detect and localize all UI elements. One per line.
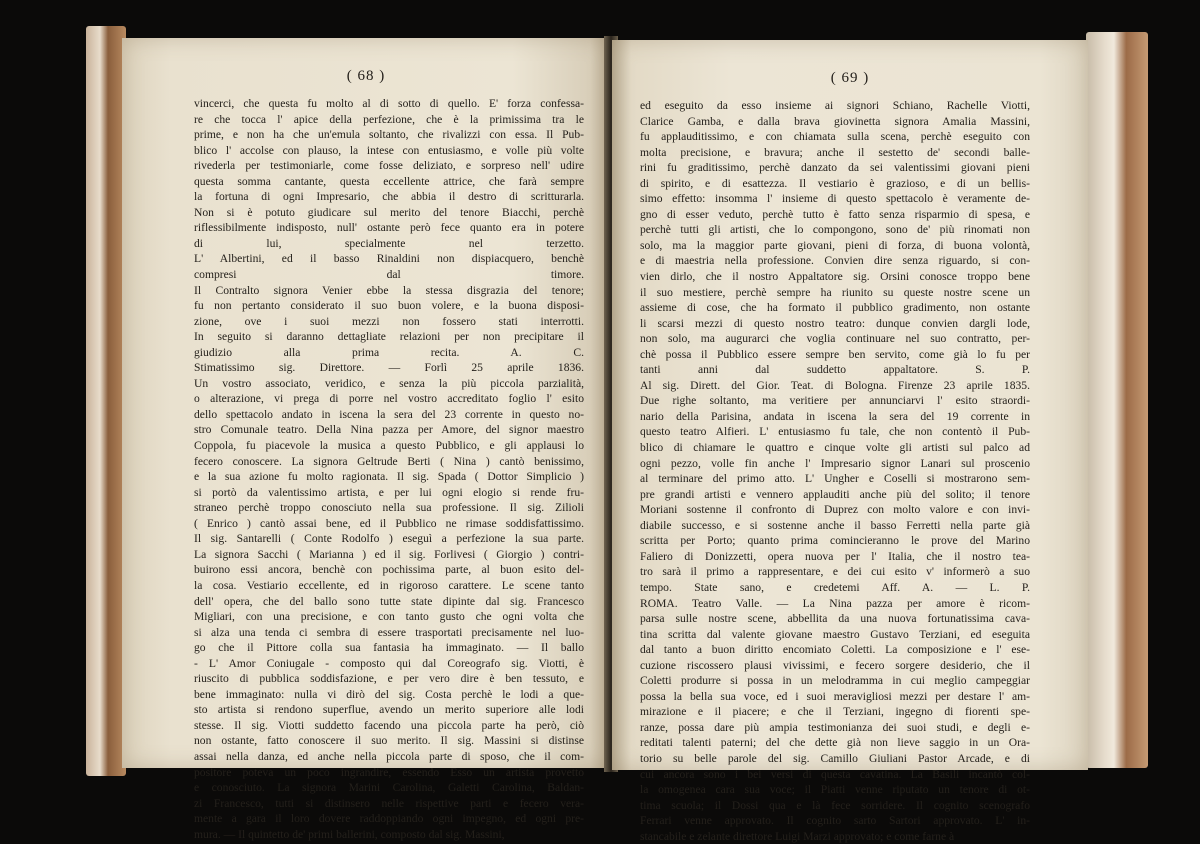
text-line: go che il Pittore colla sua fantasia ha immaginato. — Il ballo	[194, 641, 584, 655]
text-line: cui ancora sono i bei versi di questa cavatina. La Basili incantò col-	[640, 767, 1030, 781]
text-line: di lui, specialmente nel terzetto.	[194, 236, 584, 250]
text-line: riflessibilmente indisposto, null' ostante però fece quanto era in potere	[194, 221, 584, 235]
page-number-left: ( 68 )	[346, 68, 386, 84]
text-line: zi Francesco, tutti si distinsero nelle rispettive parti e fecero vera-	[194, 796, 584, 810]
text-line: pre grandi artisti e vennero applauditi anche più del solito; il tenore	[640, 487, 1030, 501]
text-line: - L' Amor Coniugale - composto qui dal Coreografo sig. Viotti, è	[194, 656, 584, 670]
text-line: perchè tutti gli artisti, che lo compongono, sono de' più rinomati non	[640, 223, 1030, 237]
text-line: Clarice Gamba, e dalla brava giovinetta signora Amalia Massini,	[640, 114, 1030, 128]
text-line: mente a gara il loro dovere raddoppiando ogni impegno, ed ogni pre-	[194, 812, 584, 826]
text-line: il suo mestiere, perchè sempre ha riunito su queste nostre scene un	[640, 285, 1030, 299]
left-page-text	[194, 96, 584, 842]
text-line: blico l' accolse con plauso, la intese con entusiasmo, e volle più volte	[194, 143, 584, 157]
text-line: positore poteva un poco ingrandire, essendo Esso un artista provetto	[194, 765, 584, 779]
text-line: Al sig. Dirett. del Gior. Teat. di Bologna. Firenze 23 aprile 1835.	[640, 378, 1030, 392]
text-line: cuzione riscossero plausi vivissimi, e fecero sorgere desiderio, che il	[640, 658, 1030, 672]
text-line: straneo perchè troppo conosciuto nella sua professione. Il sig. Zilioli	[194, 501, 584, 515]
text-line: compresi dal timore.	[194, 268, 584, 282]
text-line: molta precisione, e bravura; anche il sestetto de' secondi balle-	[640, 145, 1030, 159]
text-line: giudizio alla prima recita. A. C.	[194, 345, 584, 359]
text-line: ogni pezzo, volle fin anche l' Impresario signor Lanari sul proscenio	[640, 456, 1030, 470]
text-line: assieme di cose, che ha formato il pubblico gradimento, non ostante	[640, 301, 1030, 315]
text-line: non ostante, fatto conoscere il suo merito. Il sig. Massini si distinse	[194, 734, 584, 748]
text-line: Il sig. Santarelli ( Conte Rodolfo ) eseguì a perfezione la sua parte.	[194, 532, 584, 546]
text-line: Un vostro associato, veridico, e senza la più piccola parzialità,	[194, 376, 584, 390]
text-line: la omogenea cara sua voce; il Piatti venne riputato un tenore di ot-	[640, 783, 1030, 797]
text-line: fecero conoscere. La signora Geltrude Berti ( Nina ) cantò benissimo,	[194, 454, 584, 468]
text-line: stancabile e zelante direttore Luigi Marzi approvato; e come farne à	[640, 829, 955, 843]
text-line: si portò da valentissimo artista, e per lui ogni elogio si rende fru-	[194, 485, 584, 499]
text-line: ranze, possa dare più ampia testimonianza dei suoi studi, e degli e-	[640, 720, 1030, 734]
text-line: la fortuna di ogni Impresario, che abbia il destro di scritturarla.	[194, 190, 584, 204]
text-line: fu non pertanto considerato il suo buon volere, e la buona disposi-	[194, 299, 584, 313]
text-line: questo teatro Alfieri. L' entusiasmo fu tale, che non contentò il Pub-	[640, 425, 1030, 439]
text-line: e di maestria nella professione. Convien dire senza riguardo, si con-	[640, 254, 1030, 268]
text-line: mura. — Il quintetto de' primi ballerini, composto dal sig. Massini,	[194, 827, 505, 841]
text-line: buirono essi ancora, benchè con pochissima parte, al buon esito del-	[194, 563, 584, 577]
text-line: di spirito, e di esattezza. Il vestiario è grazioso, e di un bellis-	[640, 176, 1030, 190]
text-line: tempo. State sano, e credetemi Aff. A. — L. P.	[640, 580, 1030, 594]
text-line: parsa sulle nostre scene, abbellita da una nuova fortunatissima cava-	[640, 612, 1030, 626]
text-line: Coletti produrre si possa in un melodramma in cui meglio campeggiar	[640, 674, 1030, 688]
text-line: Coppola, fu piacevole la musica a questo Pubblico, e gli applausi lo	[194, 439, 584, 453]
text-line: zione, ove i suoi mezzi non fossero stati interrotti.	[194, 314, 584, 328]
text-line: tro sarà il primo a rappresentare, e dei cui esito v' informerò a suo	[640, 565, 1030, 579]
text-line: Migliari, con una precisione, e con tanto gusto che ogni volta che	[194, 610, 584, 624]
text-line: blico di chiamare le quattro e cinque volte gli artisti sul palco ad	[640, 441, 1030, 455]
text-line: dell' opera, che del ballo sono tutte state dipinte dal sig. Francesco	[194, 594, 584, 608]
text-line: Moriani sostenne il confronto di Duprez con molto valore e con invi-	[640, 503, 1030, 517]
text-line: questa somma cantante, questa eccellente attrice, che farà sempre	[194, 174, 584, 188]
text-line: li scarsi mezzi di questo nostro teatro: dunque convien dargli lode,	[640, 316, 1030, 330]
text-line: La signora Sacchi ( Marianna ) ed il sig. Forlivesi ( Giorgio ) contri-	[194, 547, 584, 561]
text-line: non solo, ma augurarci che voglia continuare nel suo contratto, per-	[640, 332, 1030, 346]
text-line: stesse. Il sig. Viotti suddetto facendo una piccola parte ha però, ciò	[194, 718, 584, 732]
text-line: assai nella danza, ed anche nella piccola parte di sposo, che il com-	[194, 749, 584, 763]
text-line: rivederla per testimoniarle, come fosse deliziato, e sorpreso nell' udire	[194, 159, 584, 173]
text-line: rini fu graditissimo, perchè danzato da sei valentissimi giovani pieni	[640, 161, 1030, 175]
text-line: torio su belle parole del sig. Camillo Giuliani Pastor Arcade, e di	[640, 751, 1030, 765]
right-cover-board	[1086, 32, 1148, 768]
text-line: solo, ma la maggior parte giovani, pieni di forza, di buona volontà,	[640, 238, 1030, 252]
text-line: la cosa. Vestiario eccellente, ed in rigoroso carattere. Le scene tanto	[194, 578, 584, 592]
text-line: Faliero di Donizzetti, opera nuova per l' Italia, che il nostro tea-	[640, 549, 1030, 563]
text-line: stro Comunale teatro. Della Nina pazza per Amore, del signor maestro	[194, 423, 584, 437]
text-line: chè possa il Pubblico essere sempre ben servito, come già lo fu per	[640, 347, 1030, 361]
text-line: si alza una tenda ci sembra di essere trasportati precisamente nel luo-	[194, 625, 584, 639]
text-line: vincerci, che questa fu molto al di sotto di quello. E' forza confessa-	[194, 97, 584, 110]
text-line: ed eseguito da esso insieme ai signori Schiano, Rachelle Viotti,	[640, 99, 1030, 112]
text-line: ( Enrico ) cantò assai bene, ed il Pubblico ne rimase soddisfattissimo.	[194, 516, 584, 530]
text-line: reditati talenti paterni; del che dette già non lieve saggio in un Ora-	[640, 736, 1030, 750]
text-line: possa la bella sua voce, ed i suoi meravigliosi mezzi per destare l' am-	[640, 689, 1030, 703]
text-line: Stimatissimo sig. Direttore. — Forlì 25 aprile 1836.	[194, 361, 584, 375]
text-line: bene immaginato: nulla vi dirò del sig. Costa perchè le lodi a que-	[194, 687, 584, 701]
text-line: scritta per Porto; quanto prima comincieranno le prove del Marino	[640, 534, 1030, 548]
text-line: nario della Parisina, andata in iscena la sera del 19 corrente in	[640, 409, 1030, 423]
text-line: ROMA. Teatro Valle. — La Nina pazza per amore è ricom-	[640, 596, 1030, 610]
text-line: diabile successo, e si sostenne anche il basso Ferretti nella parte già	[640, 518, 1030, 532]
left-page	[122, 38, 610, 841]
text-line: Non si è potuto giudicare sul merito del tenore Biacchi, perchè	[194, 205, 584, 219]
text-line: In seguito si daranno dettagliate relazioni per non precipitare il	[194, 330, 584, 344]
text-line: dal tanto a buon diritto encomiato Coletti. La composizione e l' ese-	[640, 643, 1030, 657]
text-line: al terminare del primo atto. L' Ungher e Coselli si mostrarono sem-	[640, 472, 1030, 486]
text-line: vien dirlo, che il nostro Appaltatore sig. Orsini conosce troppo bene	[640, 270, 1030, 284]
left-cover-board	[86, 26, 126, 776]
text-line: riuscito di pubblica soddisfazione, e per vero dire è ben tessuto, e	[194, 672, 584, 686]
text-line: re che tocca l' apice della perfezione, che è la primissima tra le	[194, 112, 584, 126]
text-line: sto artista si rendono superflue, avendo un merito superiore alle lodi	[194, 703, 584, 717]
text-line: gno di esser veduto, perchè tutto è fatto senza risparmio di spesa, e	[640, 207, 1030, 221]
text-line: tima scuola; il Dossi qua e là fece sorridere. Il cognito scenografo	[640, 798, 1030, 812]
right-page-text	[640, 98, 1030, 844]
text-line: dello spettacolo andato in iscena la sera del 23 corrente in questo no-	[194, 407, 584, 421]
text-line: Due righe soltanto, ma veritiere per annunciarvi l' esito straordi-	[640, 394, 1030, 408]
text-line: o alterazione, vi prega di porre nel vostro accreditato foglio l' esito	[194, 392, 584, 406]
text-line: mirazione e il piacere; e che il Terziani, ingegno di fiorenti spe-	[640, 705, 1030, 719]
text-line: e conosciuto. La signora Marini Carolina, Galetti Carolina, Baldan-	[194, 781, 584, 795]
right-page	[612, 40, 1088, 843]
text-line: Il Contralto signora Venier ebbe la stessa disgrazia del tenore;	[194, 283, 584, 297]
text-line: fu applauditissimo, e con chiamata sulla scena, perchè eseguito con	[640, 130, 1030, 144]
page-number-right: ( 69 )	[830, 70, 870, 86]
text-line: tanti anni dal suddetto appaltatore. S. P.	[640, 363, 1030, 377]
text-line: Ferrari venne approvato. Il cognito sarto Sartori approvato. L' in-	[640, 814, 1030, 828]
text-line: simo effetto: insomma l' insieme di questo spettacolo è veramente de-	[640, 192, 1030, 206]
text-line: e la sua azione fu molto ragionata. Il sig. Spada ( Dottor Simplicio )	[194, 470, 584, 484]
text-line: tina scritta dal valente giovane maestro Gustavo Terziani, ed eseguita	[640, 627, 1030, 641]
text-line: L' Albertini, ed il basso Rinaldini non dispiacquero, benchè	[194, 252, 584, 266]
text-line: prime, e non ha che un'emula soltanto, che rivalizzi con essa. Il Pub-	[194, 128, 584, 142]
